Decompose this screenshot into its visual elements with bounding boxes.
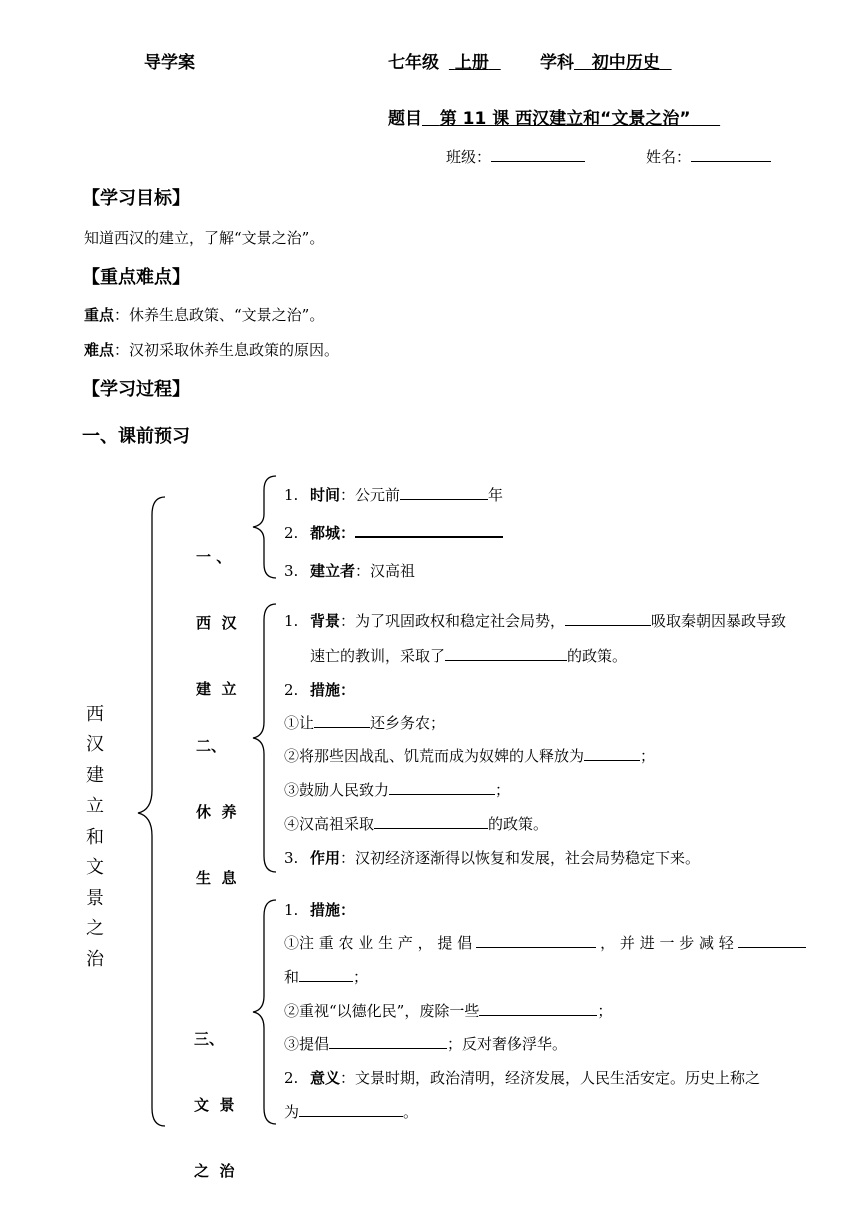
wj-measure1-blank-c[interactable] bbox=[299, 967, 353, 982]
item-label: 时间 bbox=[310, 486, 341, 504]
wj-measure1-blank-a[interactable] bbox=[476, 933, 596, 948]
section-preview-heading: 一、课前预习 bbox=[82, 426, 190, 447]
branch2-measures-heading bbox=[284, 679, 355, 700]
root-char: 西 bbox=[86, 704, 104, 725]
item-label: 作用 bbox=[310, 849, 341, 867]
root-char: 治 bbox=[86, 949, 104, 970]
root-brace bbox=[138, 497, 165, 1126]
root-char: 景 bbox=[86, 888, 104, 909]
item-text: ； bbox=[353, 968, 369, 986]
item-number: 1. bbox=[284, 486, 299, 504]
subject-label: 学科 bbox=[540, 53, 574, 73]
item-text: ：汉高祖 bbox=[355, 562, 416, 580]
name-label: 姓名： bbox=[646, 148, 692, 166]
item-text: ： bbox=[340, 524, 356, 542]
root-char: 建 bbox=[86, 765, 104, 786]
item-number: 3. bbox=[284, 562, 299, 580]
root-char: 文 bbox=[86, 857, 104, 878]
background-blank-2[interactable] bbox=[445, 646, 567, 661]
branch1-item-capital bbox=[284, 522, 503, 543]
branch3-measures-heading bbox=[284, 899, 355, 920]
measure4-blank[interactable] bbox=[374, 814, 488, 829]
key-label: 重点 bbox=[84, 306, 115, 324]
item-label: 都城 bbox=[310, 524, 341, 542]
item-text: 吸取秦朝因暴政导致 bbox=[651, 612, 787, 630]
topic-label: 题目 bbox=[388, 109, 422, 129]
branch1-title-line: 一 、 bbox=[196, 548, 232, 566]
objectives-text: 知道西汉的建立，了解“文景之治”。 bbox=[84, 229, 325, 247]
item-text: ：文景时期，政治清明，经济发展，人民生活安定。历史上称之 bbox=[340, 1069, 761, 1087]
item-label: 建立者 bbox=[310, 562, 356, 580]
key-points-heading: 【重点难点】 bbox=[82, 267, 190, 288]
difficult-label: 难点 bbox=[84, 341, 115, 359]
doc-type: 导学案 bbox=[144, 53, 195, 73]
branch3-measure-2 bbox=[284, 1000, 612, 1021]
item-label: 措施 bbox=[310, 901, 341, 919]
item-text: ②重视“以德化民”，废除一些 bbox=[284, 1002, 480, 1020]
branch1-item-founder bbox=[284, 560, 415, 581]
item-label: 背景 bbox=[310, 612, 341, 630]
branch2-title-line: 休 养 bbox=[196, 803, 237, 821]
branch3-significance bbox=[284, 1067, 760, 1088]
item-label: 措施 bbox=[310, 681, 341, 699]
branch2-effect bbox=[284, 847, 700, 868]
wj-measure1-blank-b[interactable] bbox=[738, 933, 806, 948]
branch2-measure-3 bbox=[284, 779, 510, 800]
branch2-background-line2 bbox=[310, 645, 627, 666]
objectives-heading: 【学习目标】 bbox=[82, 188, 190, 209]
difficult-text: ：汉初采取休养生息政策的原因。 bbox=[114, 341, 340, 359]
branch3-measure-1-cont bbox=[284, 966, 368, 987]
item-text: ， 并 进 一 步 减 轻 bbox=[600, 934, 734, 952]
item-text: ： bbox=[340, 901, 356, 919]
item-text: 和 bbox=[284, 968, 300, 986]
item-text: 还乡务农； bbox=[370, 714, 446, 732]
root-char: 立 bbox=[86, 796, 104, 817]
item-text: ； bbox=[495, 781, 511, 799]
branch2-measure-1 bbox=[284, 712, 445, 733]
item-text: ： bbox=[340, 681, 356, 699]
item-text: 速亡的教训，采取了 bbox=[310, 647, 446, 665]
background-blank-1[interactable] bbox=[565, 611, 651, 626]
item-number: 3. bbox=[284, 849, 299, 867]
time-blank[interactable] bbox=[400, 485, 488, 500]
wj-measure2-blank[interactable] bbox=[479, 1001, 597, 1016]
branch2-brace bbox=[253, 604, 276, 872]
grade-label: 七年级 bbox=[388, 53, 439, 73]
significance-blank[interactable] bbox=[299, 1102, 403, 1117]
branch3-title-line: 之 治 bbox=[194, 1162, 235, 1180]
branch1-title bbox=[196, 502, 236, 722]
branch3-significance-cont bbox=[284, 1101, 418, 1122]
branch1-item-time bbox=[284, 484, 503, 505]
item-text: ②将那些因战乱、饥荒而成为奴婢的人释放为 bbox=[284, 747, 585, 765]
item-text: ；反对奢侈浮华。 bbox=[447, 1035, 568, 1053]
branch1-title-line: 西 汉 bbox=[196, 614, 237, 632]
root-char: 之 bbox=[86, 918, 104, 939]
branch3-title bbox=[194, 984, 234, 1204]
process-heading: 【学习过程】 bbox=[82, 379, 190, 400]
branch2-background-line1 bbox=[284, 610, 786, 631]
item-label: 意义 bbox=[310, 1069, 341, 1087]
branch2-title-line: 生 息 bbox=[196, 869, 237, 887]
measure3-blank[interactable] bbox=[389, 780, 495, 795]
branch2-title bbox=[196, 691, 236, 911]
measure1-blank[interactable] bbox=[314, 713, 370, 728]
item-text: 的政策。 bbox=[488, 815, 549, 833]
branch2-title-line: 二、 bbox=[196, 737, 227, 755]
item-text: ①让 bbox=[284, 714, 315, 732]
branch3-brace bbox=[253, 900, 276, 1124]
item-text: ③鼓励人民致力 bbox=[284, 781, 390, 799]
branch1-brace bbox=[253, 476, 276, 578]
item-text: 年 bbox=[488, 486, 504, 504]
item-text: ：公元前 bbox=[340, 486, 401, 504]
subject-value: 初中历史 bbox=[591, 53, 660, 73]
key-text: ：休养生息政策、“文景之治”。 bbox=[114, 306, 325, 324]
item-number: 1. bbox=[284, 612, 299, 630]
item-text: ④汉高祖采取 bbox=[284, 815, 375, 833]
root-char: 和 bbox=[86, 827, 104, 848]
branch3-title-line: 文 景 bbox=[194, 1096, 235, 1114]
branch3-title-line: 三、 bbox=[194, 1030, 225, 1048]
item-text: 。 bbox=[403, 1103, 419, 1121]
root-char: 汉 bbox=[86, 734, 104, 755]
item-number: 1. bbox=[284, 901, 299, 919]
item-text: ①注 重 农 业 生 产 ， 提 倡 bbox=[284, 934, 473, 952]
wj-measure3-blank[interactable] bbox=[329, 1034, 447, 1049]
topic-value: 第 11 课 西汉建立和“文景之治” bbox=[439, 109, 691, 129]
item-text: ：为了巩固政权和稳定社会局势， bbox=[340, 612, 566, 630]
measure2-blank[interactable] bbox=[584, 746, 640, 761]
branch2-measure-4 bbox=[284, 813, 548, 834]
capital-blank[interactable] bbox=[355, 522, 503, 538]
item-text: 的政策。 bbox=[567, 647, 628, 665]
item-number: 2. bbox=[284, 524, 299, 542]
item-text: ； bbox=[597, 1002, 613, 1020]
branch2-measure-2 bbox=[284, 745, 655, 766]
branch3-measure-1 bbox=[284, 932, 806, 953]
item-text: ：汉初经济逐渐得以恢复和发展，社会局势稳定下来。 bbox=[340, 849, 701, 867]
item-number: 2. bbox=[284, 681, 299, 699]
item-text: ； bbox=[640, 747, 656, 765]
item-text: ③提倡 bbox=[284, 1035, 330, 1053]
item-number: 2. bbox=[284, 1069, 299, 1087]
class-label: 班级： bbox=[446, 148, 492, 166]
grade-value: 上册 bbox=[454, 53, 489, 73]
item-text: 为 bbox=[284, 1103, 300, 1121]
branch3-measure-3 bbox=[284, 1033, 567, 1054]
branch1-title-line: 建 立 bbox=[196, 680, 237, 698]
